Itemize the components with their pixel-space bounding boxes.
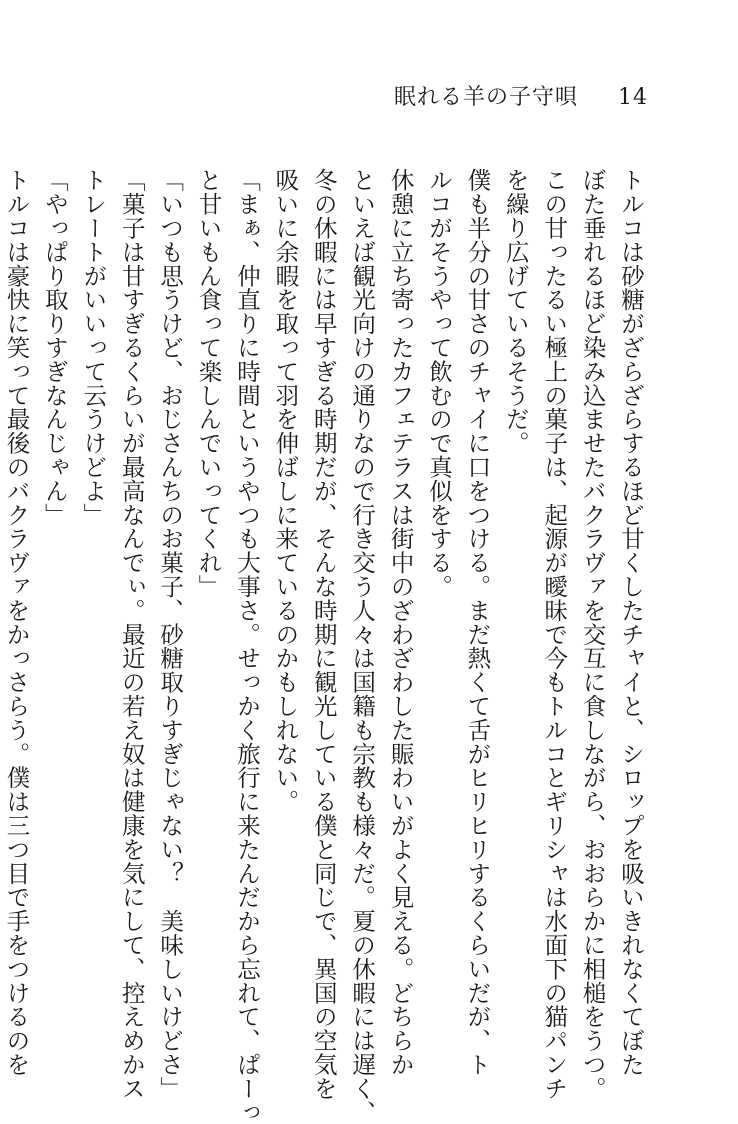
page-number: 14 xyxy=(618,85,648,110)
running-header xyxy=(394,80,648,111)
text-line: この甘ったるい極上の菓子は、起源が曖昧で今もトルコとギリシャは水面下の猫パンチ xyxy=(540,168,569,1101)
text-line: 休憩に立ち寄ったカフェテラスは街中のざわざわした賑わいがよく見える。どちらか xyxy=(386,168,415,1077)
text-line: 吸いに余暇を取って羽を伸ばしに来ているのかもしれない。 xyxy=(271,168,300,814)
vertical-body-text xyxy=(2,168,650,1124)
text-line: と甘いもん食って楽しんでいってくれ」 xyxy=(194,168,223,599)
text-line: 「いつも思うけど、おじさんちのお菓子、砂糖取りすぎじゃない？ 美味しいけどさ」 xyxy=(156,168,185,1101)
text-line: 冬の休暇には早すぎる時期だが、そんな時期に観光している僕と同じで、異国の空気を xyxy=(309,168,338,1101)
text-line: といえば観光向けの通りなので行き交う人々は国籍も宗教も様々だ。夏の休暇には遅く、 xyxy=(348,168,377,1124)
text-line: トルコは豪快に笑って最後のバクラヴァをかっさらう。僕は三つ目で手をつけるのを xyxy=(2,168,31,1077)
text-line: ぼた垂れるほど染み込ませたバクラヴァを交互に食しながら、おおらかに相槌をうつ。 xyxy=(578,168,607,1101)
text-line: 「やっぱり取りすぎなんじゃん」 xyxy=(40,168,69,527)
text-line: 「まぁ、仲直りに時間というやつも大事さ。せっかく旅行に来たんだから忘れて、ぱーっ xyxy=(232,168,261,1124)
text-line: ルコがそうやって飲むので真似をする。 xyxy=(424,168,453,599)
text-line: トルコは砂糖がざらざらするほど甘くしたチャイと、シロップを吸いきれなくてぼた xyxy=(617,168,645,1077)
book-title: 眠れる羊の子守唄 xyxy=(393,85,578,110)
text-line: トレートがいいって云うけどよ」 xyxy=(79,168,108,527)
text-line: 僕も半分の甘さのチャイに口をつける。まだ熱くて舌がヒリヒリするくらいだが、ト xyxy=(463,168,492,1077)
text-line: 「菓子は甘すぎるくらいが最高なんでぃ。最近の若え奴は健康を気にして、控えめかス xyxy=(117,168,146,1101)
text-line: を繰り広げているそうだ。 xyxy=(501,168,530,455)
